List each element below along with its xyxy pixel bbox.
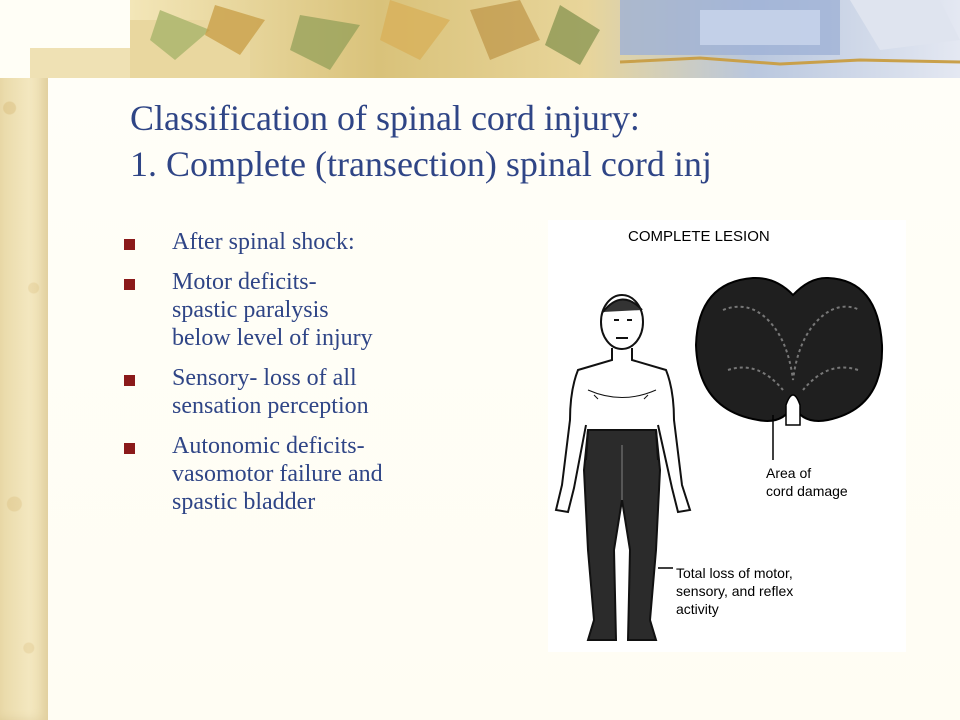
damage-label-line: Area of bbox=[766, 465, 812, 481]
leaf-collage-image bbox=[0, 0, 960, 78]
title-line-2: 1. Complete (transection) spinal cord inj bbox=[130, 144, 712, 184]
spinal-cord-cross-section bbox=[696, 278, 882, 425]
title-line-1: Classification of spinal cord injury: bbox=[130, 98, 640, 138]
bullet-line: Autonomic deficits- bbox=[172, 433, 365, 459]
loss-label-line: sensory, and reflex bbox=[676, 583, 794, 599]
loss-label-line: activity bbox=[676, 601, 719, 617]
bullet-line: Sensory- loss of all bbox=[172, 365, 357, 391]
damage-label-line: cord damage bbox=[766, 483, 848, 499]
left-decorative-band bbox=[0, 0, 48, 720]
bullet-item bbox=[122, 228, 532, 256]
bullet-item bbox=[122, 432, 532, 516]
bullet-line: spastic bladder bbox=[172, 489, 316, 515]
bullet-item bbox=[122, 364, 532, 420]
slide-title bbox=[130, 95, 930, 187]
square-bullet-icon bbox=[124, 375, 135, 386]
top-decorative-banner bbox=[0, 0, 960, 78]
bullet-line: vasomotor failure and bbox=[172, 461, 383, 487]
bullet-list bbox=[122, 228, 532, 528]
square-bullet-icon bbox=[124, 239, 135, 250]
square-bullet-icon bbox=[124, 443, 135, 454]
bullet-line: Motor deficits- bbox=[172, 269, 317, 295]
bullet-line: spastic paralysis bbox=[172, 297, 329, 323]
square-bullet-icon bbox=[124, 279, 135, 290]
bullet-line: below level of injury bbox=[172, 325, 373, 351]
complete-lesion-figure bbox=[548, 220, 906, 652]
bullet-line: sensation perception bbox=[172, 393, 369, 419]
lesion-illustration bbox=[548, 220, 906, 652]
figure-heading: COMPLETE LESION bbox=[628, 228, 770, 245]
loss-label-line: Total loss of motor, bbox=[676, 565, 793, 581]
bullet-line: After spinal shock: bbox=[172, 229, 355, 255]
bullet-item bbox=[122, 268, 532, 352]
